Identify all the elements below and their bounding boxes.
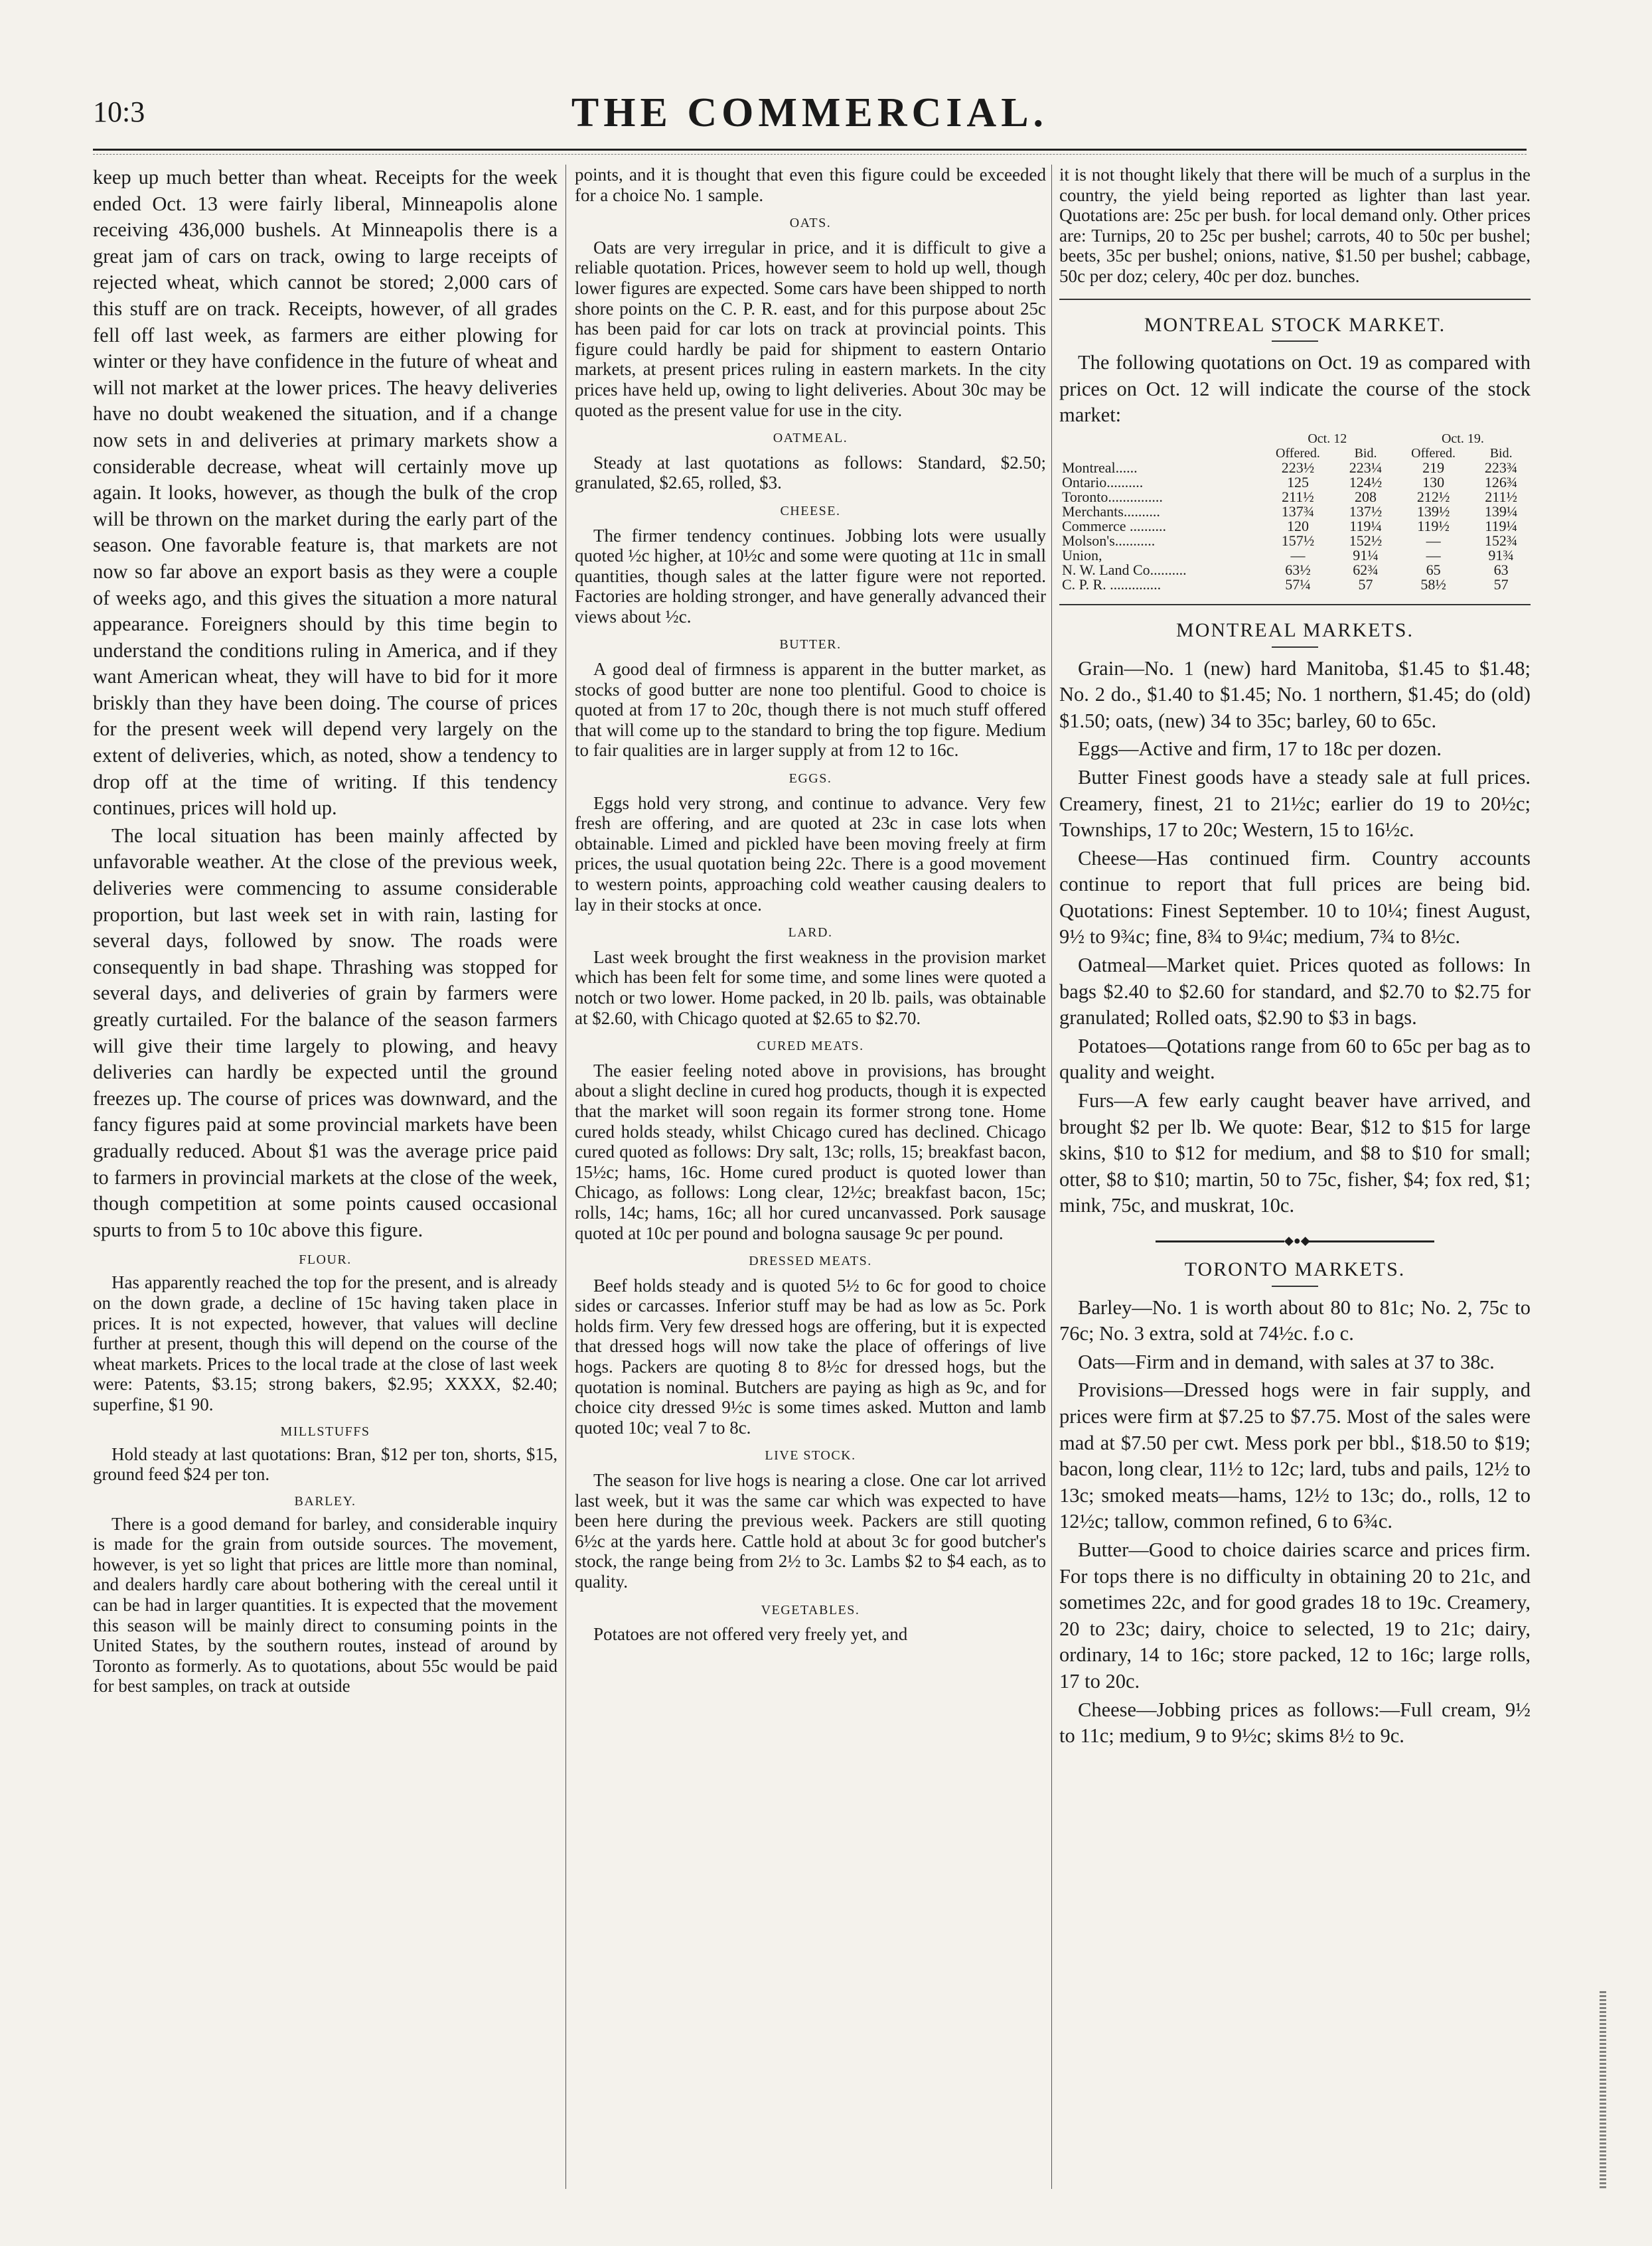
offered-oct19: 139½ — [1416, 502, 1450, 520]
subhead-barley: BARLEY. — [294, 1493, 356, 1509]
section-title-toronto-markets: TORONTO MARKETS. — [1184, 1258, 1406, 1280]
stock-table-row — [1059, 577, 1531, 592]
subhead-vegetables: VEGETABLES. — [761, 1602, 860, 1617]
subhead-eggs: EGGS. — [788, 771, 832, 786]
stock-table-date-row — [1059, 431, 1531, 446]
article-paragraph: Eggs—Active and firm, 17 to 18c per dozen. — [1078, 737, 1442, 761]
article-paragraph: Barley—No. 1 is worth about 80 to 81c; No. 2, 75c to 76c; No. 3 extra, sold at 74½c. f.o c. — [1059, 1296, 1531, 1345]
stock-name: Merchants.......... — [1062, 502, 1160, 520]
offered-oct12: 137¾ — [1281, 502, 1315, 520]
offered-oct19: 65 — [1426, 561, 1441, 578]
stock-table-row — [1059, 475, 1531, 490]
offered-oct12: — — [1290, 546, 1306, 563]
bid-oct12: 223¼ — [1349, 459, 1383, 476]
article-paragraph: Oats—Firm and in demand, with sales at 37 to 38c. — [1078, 1350, 1495, 1373]
article-paragraph: A good deal of firmness is apparent in the butter market, as stocks of good butter are none too plentiful. Good to choice is quoted at from 17 to 20c, though there is not much stuff offered that will come up to the standard to bring the top figure. Medium to fair qualities are in larger supply at from 12 to 16c. — [575, 659, 1046, 761]
header-rule-secondary — [93, 154, 1527, 155]
article-paragraph: keep up much better than wheat. Receipts for the week ended Oct. 13 were fairly liberal, Minneapolis alone receiving 436,000 bushels. At Minneapolis there is a great jam of cars on track, owing to large receipts of rejected wheat, which cannot be stored; 2,000 cars of this stuff are on track. Receipts, however, of all grades fell off last week, as farmers are either plowing for winter or they have confidence in the future of wheat and will not market at the lower prices. The heavy deliveries have no doubt weakened the situation, and if a change now sets in and deliveries at primary markets show a considerable decrease, wheat will certainly move up again. It looks, however, as though the bulk of the crop will be thrown on the market during the early part of the season. One favorable feature is, that markets are not now so far above an export basis as they were a couple of weeks ago, and this gives the situation a more natural appearance. Foreigners should by this time begin to understand the conditions ruling in America, and if they want American wheat, they will have to bid for it more briskly than they have been doing. The course of prices for the present week will depend very largely on the extent of deliveries, which, as noted, show a tendency to drop off at the time of writing. If this tendency continues, prices will hold up. — [93, 166, 558, 820]
section-rule — [1059, 299, 1531, 300]
bid-oct19: 139¼ — [1484, 502, 1518, 520]
article-paragraph: Oatmeal—Market quiet. Prices quoted as follows: In bags $2.40 to $2.60 for standard, and $2.70 to $2.75 for granulated; Rolled oats, $2.90 to $3 in bags. — [1059, 954, 1531, 1029]
subhead-flour: FLOUR. — [299, 1252, 352, 1268]
bid-oct19: 152¾ — [1484, 532, 1518, 549]
page-number: 10:3 — [93, 96, 145, 128]
stock-table-row — [1059, 534, 1531, 548]
article-paragraph: Cheese—Jobbing prices as follows:—Full cream, 9½ to 11c; medium, 9 to 9½c; skims 8½ to 9c. — [1059, 1698, 1531, 1748]
stock-name: C. P. R. .............. — [1062, 575, 1162, 593]
offered-oct19: 212½ — [1416, 488, 1450, 505]
bid-oct12: 57 — [1358, 575, 1373, 593]
offered-oct12: 120 — [1286, 517, 1309, 534]
short-rule — [1272, 340, 1318, 342]
article-paragraph: points, and it is thought that even this figure could be exceeded for a choice No. 1 sample. — [575, 165, 1046, 205]
col-header: Offered. — [1411, 445, 1456, 461]
stock-table-header-row — [1059, 446, 1531, 461]
article-paragraph: Butter Finest goods have a steady sale at full prices. Creamery, finest, 21 to 21½c; earlier do 19 to 20½c; Townships, 17 to 20c; Western, 15 to 16½c. — [1059, 765, 1531, 842]
stock-table-body — [1059, 461, 1531, 592]
offered-oct19: 119½ — [1417, 517, 1450, 534]
stock-table-row — [1059, 548, 1531, 563]
column-3 — [1059, 165, 1531, 2189]
article-paragraph: Last week brought the first weakness in the provision market which has been felt for some time, and some lines were quoted a notch or two lower. Home packed, in 20 lb. pails, was obtainable at $2.60, with Chicago quoted at $2.65 to $2.70. — [575, 946, 1046, 1028]
stock-name: Commerce .......... — [1062, 517, 1167, 534]
short-rule — [1272, 1286, 1318, 1287]
article-paragraph: Beef holds steady and is quoted 5½ to 6c for good to choice sides or carcasses. Inferior stuff may be had as low as 5c. Pork holds firm. Very few dressed hogs are offering, but it is expected that dressed hogs will now take the place of offerings of live hogs. Packers are quoting 8 to 8½c for dressed hogs, but the quotation is nominal. Butchers are paying as high as 9c, and for choice city dressed 9½c is some times asked. Mutton and lamb quoted 10c; veal 7 to 8c. — [575, 1275, 1046, 1438]
offered-oct19: — — [1426, 532, 1441, 549]
subhead-oats: OATS. — [789, 216, 832, 231]
section-title-montreal-stock: MONTREAL STOCK MARKET. — [1144, 313, 1446, 336]
subhead-oatmeal: OATMEAL. — [773, 431, 848, 446]
offered-oct19: 219 — [1422, 459, 1445, 476]
col-header: Bid. — [1489, 445, 1513, 461]
offered-oct19: 130 — [1422, 473, 1445, 490]
column-2 — [575, 165, 1046, 2189]
stock-table-row — [1059, 461, 1531, 475]
article-paragraph: Potatoes are not offered very freely yet, and — [593, 1624, 908, 1645]
stock-table-row — [1059, 519, 1531, 534]
offered-oct12: 125 — [1286, 473, 1309, 490]
stock-name: Toronto............... — [1062, 488, 1163, 505]
article-paragraph: The season for live hogs is nearing a close. One car lot arrived last week, but it was the same car which was expected to have been here during the previous week. Packers are still quoting 6½c at the yards here. Cattle hold at about 3c for good butcher's stock, the range being from 2½ to 3c. Lambs $2 to $4 each, as to quality. — [575, 1470, 1046, 1592]
offered-oct19: 58½ — [1420, 575, 1446, 593]
offered-oct12: 57¼ — [1285, 575, 1311, 593]
article-paragraph: Has apparently reached the top for the present, and is already on the down grade, a decline of 15c having taken place in prices. It is not expected, however, that values will decline further at present, though this will depend on the course of the wheat markets. Prices to the local trade at the close of last week were: Patents, $3.15; strong bakers, $2.95; XXXX, $2.40; superfine, $1 90. — [93, 1272, 558, 1414]
offered-oct12: 157½ — [1281, 532, 1315, 549]
article-paragraph: The following quotations on Oct. 19 as compared with prices on Oct. 12 will indicate the course of the stock market: — [1059, 351, 1531, 427]
offered-oct12: 211½ — [1282, 488, 1314, 505]
article-paragraph: The firmer tendency continues. Jobbing lots were usually quoted ½c higher, at 10½c and some were quoting at 11c in small quantities, though sales at the latter figure were not reported. Factories are holding stronger, and have generally advanced their views about ½c. — [575, 525, 1046, 627]
stock-table — [1059, 431, 1531, 592]
article-paragraph: Provisions—Dressed hogs were in fair supply, and prices were firm at $7.25 to $7.75. Most of the sales were mad at $7.50 per cwt. Mess pork per bbl., $18.50 to $19; bacon, long clear, 11½ to 12c; lard, tubs and pails, 12½ to 13c; smoked meats—hams, 12½ to 13c; do., rolls, 12 to 12½c; tallow, common refined, 6 to 6¾c. — [1059, 1379, 1531, 1533]
bid-oct12: 62¾ — [1353, 561, 1379, 578]
subhead-live-stock: LIVE STOCK. — [765, 1448, 856, 1463]
bid-oct19: 119¼ — [1485, 517, 1517, 534]
short-rule — [1272, 646, 1318, 648]
stock-name: N. W. Land Co.......... — [1062, 561, 1187, 578]
stock-name: Ontario.......... — [1062, 473, 1144, 490]
article-paragraph: Potatoes—Qotations range from 60 to 65c per bag as to quality and weight. — [1059, 1034, 1531, 1084]
offered-oct12: 223½ — [1281, 459, 1315, 476]
subhead-cheese: CHEESE. — [780, 503, 841, 518]
article-paragraph: Butter—Good to choice dairies scarce and prices firm. For tops there is no difficulty in obtaining 20 to 21c, and sometimes 22c, and for good grades 18 to 19c. Creamery, 20 to 23c; dairy, choice to selected, 19 to 21c; dairy, ordinary, 14 to 16c; store packed, 12 to 16c; large rolls, 17 to 20c. — [1059, 1538, 1531, 1692]
header-rule — [93, 149, 1527, 151]
subhead-cured-meats: CURED MEATS. — [757, 1039, 864, 1054]
page-header — [93, 90, 1527, 143]
stock-name: Montreal...... — [1062, 459, 1138, 476]
article-paragraph: Furs—A few early caught beaver have arrived, and brought $2 per lb. We quote: Bear, $12 to $15 for large skins, $10 to $12 for medium, and $8 to $10 for small; otter, $8 to $10; martin, 50 to 75c, fisher, $4; fox red, $1; mink, 75c, and muskrat, 10c. — [1059, 1089, 1531, 1217]
bid-oct12: 152½ — [1349, 532, 1383, 549]
masthead-title: THE COMMERCIAL. — [571, 90, 1049, 135]
subhead-lard: LARD. — [788, 925, 833, 940]
subhead-butter: BUTTER. — [779, 637, 842, 652]
bid-oct19: 63 — [1493, 561, 1509, 578]
bid-oct19: 223¾ — [1484, 459, 1518, 476]
bid-oct19: 57 — [1493, 575, 1509, 593]
article-paragraph: Grain—No. 1 (new) hard Manitoba, $1.45 to $1.48; No. 2 do., $1.40 to $1.45; No. 1 northern, $1.45; do (old) $1.50; oats, (new) 34 to 35c; barley, 60 to 65c. — [1059, 656, 1531, 732]
article-paragraph: There is a good demand for barley, and considerable inquiry is made for the grain from outside sources. The movement, however, is yet so light that prices are little more than nominal, and dealers hardly care about bothering with the cereal until it can be had in larger quantities. It is expected that the movement this season will be mainly direct to consuming points in the United States, by the southern routes, instead of around by Toronto as formerly. As to quotations, about 55c would be paid for best samples, on track at outside — [93, 1513, 558, 1696]
column-divider — [565, 165, 566, 2189]
article-paragraph: Cheese—Has continued firm. Country accounts continue to report that full prices are being bid. Quotations: Finest September. 10 to 10¼; finest August, 9½ to 9¾c; fine, 8¾ to 9¼c; medium, 7¾ to 8½c. — [1059, 846, 1531, 948]
stock-table-row — [1059, 563, 1531, 577]
section-rule — [1059, 604, 1531, 605]
stock-name: Union, — [1062, 546, 1102, 563]
stock-table-row — [1059, 504, 1531, 519]
subhead-millstuffs: MILLSTUFFS — [280, 1424, 370, 1439]
section-title-montreal-markets: MONTREAL MARKETS. — [1176, 619, 1414, 641]
article-paragraph: Steady at last quotations as follows: Standard, $2.50; granulated, $2.65, rolled, $3. — [575, 452, 1046, 493]
article-paragraph: Hold steady at last quotations: Bran, $12 per ton, shorts, $15, ground feed $24 per ton. — [93, 1444, 558, 1485]
column-1 — [93, 165, 558, 2189]
bid-oct19: 91¾ — [1488, 546, 1514, 563]
col-header: Offered. — [1276, 445, 1320, 461]
bid-oct12: 119¼ — [1349, 517, 1382, 534]
article-paragraph: Eggs hold very strong, and continue to advance. Very few fresh are offering, and are quoted at 23c in case lots when obtainable. Limed and pickled have been moving freely at firm prices, the usual quotation being 22c. There is a good movement to western points, approaching cold weather causing dealers to lay in their stocks at once. — [575, 792, 1046, 915]
offered-oct19: — — [1426, 546, 1441, 563]
scan-edge-mark — [1600, 1991, 1606, 2190]
offered-oct12: 63½ — [1285, 561, 1311, 578]
bid-oct12: 91¼ — [1353, 546, 1379, 563]
stock-date-2: Oct. 19. — [1441, 431, 1484, 446]
bid-oct19: 126¾ — [1484, 473, 1518, 490]
col-header: Bid. — [1354, 445, 1377, 461]
bid-oct12: 137½ — [1349, 502, 1383, 520]
bid-oct19: 211½ — [1485, 488, 1517, 505]
stock-table-row — [1059, 490, 1531, 504]
bid-oct12: 208 — [1355, 488, 1377, 505]
bid-oct12: 124½ — [1349, 473, 1383, 490]
subhead-dressed-meats: DRESSED MEATS. — [749, 1254, 872, 1269]
stock-name: Molson's........... — [1062, 532, 1156, 549]
article-paragraph: Oats are very irregular in price, and it is difficult to give a reliable quotation. Prices, however seem to hold up well, though lower figures are expected. Some cars have been shipped to north shore points on the C. P. R. east, and for this purpose about 25c has been paid for car lots on track at provincial points. This figure could hardly be paid for shipment to eastern Ontario markets, at present prices ruling in eastern markets. In the city prices have held up, owing to light deliveries. About 30c may be quoted as the present value for use in the city. — [575, 237, 1046, 420]
stock-date-1: Oct. 12 — [1308, 431, 1347, 446]
column-divider — [1051, 165, 1052, 2189]
ornamental-rule: ◆●◆ — [1156, 1238, 1434, 1244]
article-paragraph: it is not thought likely that there will be much of a surplus in the country, the yield being reported as lighter than last year. Quotations are: 25c per bush. for local demand only. Other prices are: Turnips, 20 to 25c per bushel; carrots, 40 to 50c per bushel; beets, 35c per bushel; onions, native, $1.50 per bushel; cabbage, 50c per doz; celery, 40c per doz. bunches. — [1059, 165, 1531, 286]
article-paragraph: The local situation has been mainly affected by unfavorable weather. At the close of the previous week, deliveries were commencing to assume considerable proportion, but last week set in with rain, lasting for several days, followed by snow. The roads were consequently in bad shape. Thrashing was stopped for several days, and deliveries of grain by farmers were greatly curtailed. For the balance of the season farmers will give their time largely to plowing, and heavy deliveries can hardly be expected until the ground freezes up. The course of prices was downward, and the fancy figures paid at some provincial markets have been gradually reduced. About $1 was the average price paid to farmers in provincial markets at the close of the week, though competition at some points caused occasional spurts to from 5 to 10c above this figure. — [93, 824, 558, 1241]
article-paragraph: The easier feeling noted above in provisions, has brought about a slight decline in cured hog products, though it is expected that the market will soon regain its former strong tone. Home cured holds steady, whilst Chicago cured has declined. Chicago cured quoted as follows: Dry salt, 13c; rolls, 15; breakfast bacon, 15½c; hams, 16c. Home cured product is quoted lower than Chicago, as follows: Long clear, 12½c; breakfast bacon, 15c; rolls, 14c; hams, 16c; all hor cured uncanvassed. Pork sausage quoted at 10c per pound and bologna sausage 9c per pound. — [575, 1060, 1046, 1243]
